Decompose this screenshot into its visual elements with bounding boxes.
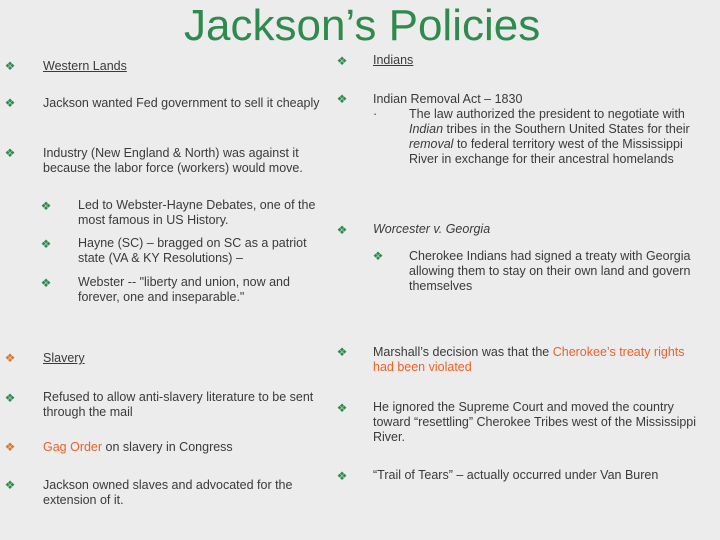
webster-point: Webster -- "liberty and union, now and forever, one and inseparable." bbox=[78, 275, 290, 304]
worcester-heading: Worcester v. Georgia bbox=[373, 222, 491, 236]
marshall-accent-text: Cherokee’s treaty rights had been violated bbox=[373, 345, 685, 374]
indian-removal-act-description bbox=[409, 107, 704, 167]
marshall-decision-point bbox=[373, 345, 703, 375]
hayne-point: Hayne (SC) – bragged on SC as a patriot state (VA & KY Resolutions) – bbox=[78, 236, 307, 265]
western-lands-heading: Western Lands bbox=[43, 59, 127, 73]
marshall-text: Marshall’s decision was that the bbox=[373, 345, 553, 359]
removal-text-removal: removal bbox=[409, 137, 454, 151]
cherokee-treaty-point: Cherokee Indians had signed a treaty with Georgia allowing them to stay on their own land and govern themselves bbox=[409, 249, 691, 293]
diamond-bullet-icon: ❖ bbox=[40, 199, 52, 213]
removal-text-c: tribes in the Southern United States for their bbox=[443, 122, 690, 136]
slavery-heading: Slavery bbox=[43, 351, 85, 365]
indian-removal-act-heading: Indian Removal Act – 1830 bbox=[373, 92, 523, 106]
diamond-bullet-icon: ❖ bbox=[4, 96, 16, 110]
diamond-bullet-icon: ❖ bbox=[4, 391, 16, 405]
diamond-bullet-icon: ❖ bbox=[336, 223, 348, 237]
removal-text-e: to federal territory west of the Mississippi River in exchange for their ancestral homelands bbox=[409, 137, 683, 166]
gag-order-rest-text: on slavery in Congress bbox=[102, 440, 233, 454]
western-lands-point-2: Industry (New England & North) was against it because the labor force (workers) would move. bbox=[43, 146, 303, 175]
removal-text-indian: Indian bbox=[409, 122, 444, 136]
diamond-bullet-icon: ❖ bbox=[4, 59, 16, 73]
diamond-bullet-icon: ❖ bbox=[4, 351, 16, 365]
western-lands-point-1: Jackson wanted Fed government to sell it cheaply bbox=[43, 96, 320, 110]
diamond-bullet-icon: ❖ bbox=[4, 146, 16, 160]
gag-order-text: Gag Order bbox=[43, 440, 103, 454]
indians-heading: Indians bbox=[373, 53, 414, 67]
removal-text-a: The law authorized the president to negotiate with bbox=[409, 107, 685, 121]
diamond-bullet-icon: ❖ bbox=[336, 345, 348, 359]
diamond-bullet-icon: ❖ bbox=[336, 401, 348, 415]
ignored-supreme-court-point: He ignored the Supreme Court and moved the country toward “resettling” Cherokee Tribes west of the Mississippi River. bbox=[373, 400, 697, 444]
webster-hayne-debates-point: Led to Webster-Hayne Debates, one of the most famous in US History. bbox=[78, 198, 316, 227]
diamond-bullet-icon: ❖ bbox=[4, 440, 16, 454]
diamond-bullet-icon: ❖ bbox=[336, 469, 348, 483]
diamond-bullet-icon: ❖ bbox=[4, 478, 16, 492]
diamond-bullet-icon: ❖ bbox=[336, 54, 348, 68]
trail-of-tears-point: “Trail of Tears” – actually occurred under Van Buren bbox=[373, 468, 659, 482]
slide-title: Jackson’s Policies bbox=[184, 1, 541, 50]
slavery-point-2 bbox=[43, 440, 325, 455]
diamond-bullet-icon: ❖ bbox=[40, 237, 52, 251]
diamond-bullet-icon: ❖ bbox=[336, 92, 348, 106]
slavery-point-1: Refused to allow anti-slavery literature to be sent through the mail bbox=[43, 390, 314, 419]
removal-act-dot: · bbox=[373, 107, 378, 121]
diamond-bullet-icon: ❖ bbox=[40, 276, 52, 290]
slavery-point-3: Jackson owned slaves and advocated for the extension of it. bbox=[43, 478, 293, 507]
diamond-bullet-icon: ❖ bbox=[372, 249, 384, 263]
